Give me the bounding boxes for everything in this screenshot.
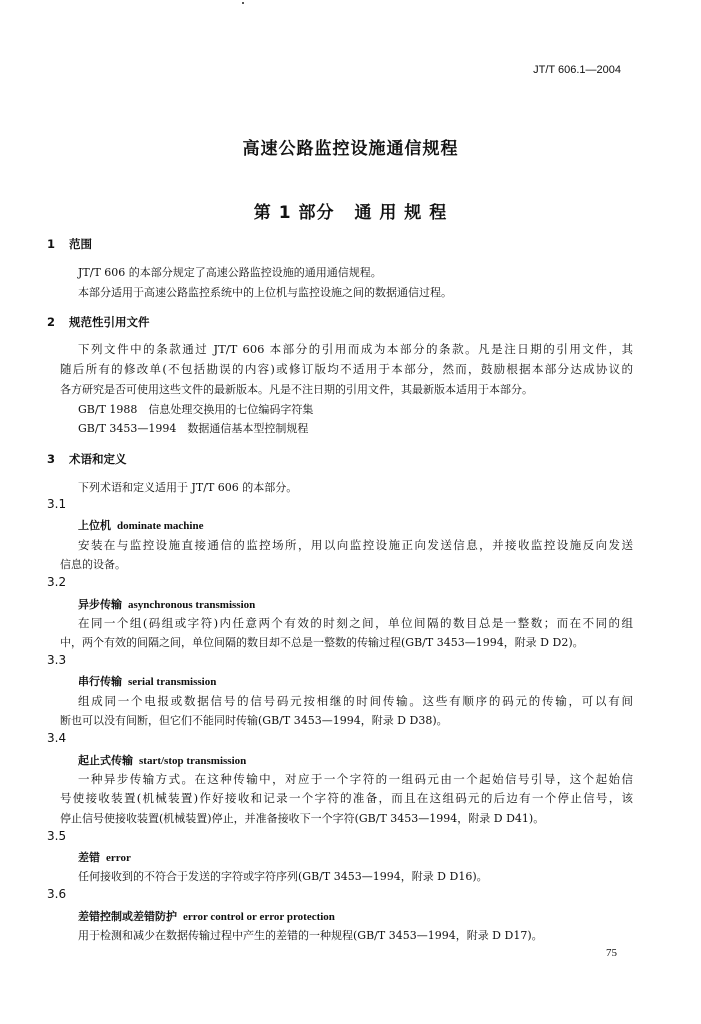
- term-en: dominate machine: [117, 520, 204, 532]
- section-number: 2: [47, 315, 56, 329]
- definition-line: 任何接收到的不符合于发送的字符或字符序列(GB/T 3453—1994，附录 D D16)。: [78, 870, 488, 883]
- section-title: 范围: [69, 237, 92, 251]
- clause-number: 3.5: [47, 829, 67, 843]
- scan-speck: [242, 2, 244, 4]
- paragraph: 下列术语和定义适用于 JT/T 606 的本部分。: [78, 481, 298, 494]
- section-heading-3: [47, 451, 127, 467]
- term-cn: 起止式传输: [78, 754, 133, 767]
- term-heading: [78, 673, 216, 689]
- page-number: 75: [606, 947, 617, 959]
- term-heading: [78, 849, 131, 865]
- definition-line: 断也可以没有间断，但它们不能同时传输(GB/T 3453—1994，附录 D D38)。: [60, 714, 448, 727]
- term-heading: [78, 752, 246, 768]
- section-number: 3: [47, 452, 56, 466]
- term-cn: 差错: [78, 851, 100, 864]
- paragraph-line: 下列文件中的条款通过 JT/T 606 本部分的引用而成为本部分的条款。凡是注日期的引用文件，其: [78, 342, 633, 356]
- term-en: serial transmission: [128, 676, 217, 688]
- definition-line: 中，两个有效的间隔之间，单位间隔的数目却不总是一整数的传输过程(GB/T 3453—1994，附录 D D2)。: [60, 636, 584, 649]
- definition-line: 信息的设备。: [60, 558, 126, 571]
- document-title: 高速公路监控设施通信规程: [242, 139, 459, 159]
- term-heading: [78, 596, 255, 612]
- definition-line: 安装在与监控设施直接通信的监控场所，用以向监控设施正向发送信息，并接收监控设施反向发送: [78, 538, 633, 552]
- part-name: 通 用 规 程: [354, 203, 448, 223]
- part-label: 第 1 部分: [253, 203, 335, 223]
- term-en: asynchronous transmission: [128, 599, 256, 611]
- paragraph: JT/T 606 的本部分规定了高速公路监控设施的通用通信规程。: [78, 266, 382, 279]
- term-cn: 异步传输: [78, 598, 122, 611]
- paragraph-line: 随后所有的修改单(不包括勘误的内容)或修订版均不适用于本部分，然而，鼓励根据本部分达成协议的: [60, 362, 633, 376]
- section-number: 1: [47, 237, 56, 251]
- paragraph: 本部分适用于高速公路监控系统中的上位机与监控设施之间的数据通信过程。: [78, 286, 452, 299]
- term-en: error: [106, 852, 131, 864]
- section-title: 术语和定义: [69, 452, 127, 466]
- clause-number: 3.2: [47, 575, 67, 589]
- term-heading: [78, 517, 203, 533]
- definition-line: 用于检测和减少在数据传输过程中产生的差错的一种规程(GB/T 3453—1994，附录 D D17)。: [78, 929, 543, 942]
- definition-line: 在同一个组(码组或字符)内任意两个有效的时刻之间，单位间隔的数目总是一整数；而在不同的组: [78, 616, 633, 630]
- section-heading-1: [47, 236, 92, 252]
- term-en: start/stop transmission: [139, 755, 247, 767]
- definition-line: 一种异步传输方式。在这种传输中，对应于一个字符的一组码元由一个起始信号引导，这个起始信: [78, 772, 633, 786]
- reference-item: GB/T 3453—1994 数据通信基本型控制规程: [78, 422, 309, 435]
- term-cn: 差错控制或差错防护: [78, 910, 177, 923]
- term-cn: 上位机: [78, 519, 111, 532]
- definition-line: 号使接收装置(机械装置)作好接收和记录一个字符的准备，而且在这组码元的后边有一个停止信号，该: [60, 791, 633, 805]
- clause-number: 3.6: [47, 887, 67, 901]
- paragraph-line: 各方研究是否可使用这些文件的最新版本。凡是不注日期的引用文件，其最新版本适用于本部分。: [60, 383, 533, 396]
- reference-item: GB/T 1988 信息处理交换用的七位编码字符集: [78, 403, 314, 416]
- definition-line: 停止信号使接收装置(机械装置)停止，并准备接收下一个字符(GB/T 3453—1994，附录 D D41)。: [60, 812, 545, 825]
- term-heading: [78, 908, 335, 924]
- term-en: error control or error protection: [183, 911, 335, 923]
- clause-number: 3.4: [47, 731, 67, 745]
- term-cn: 串行传输: [78, 675, 122, 688]
- part-title: [0, 198, 701, 223]
- definition-line: 组成同一个电报或数据信号的信号码元按相继的时间传输。这些有顺序的码元的传输，可以有间: [78, 694, 633, 708]
- section-heading-2: [47, 314, 150, 330]
- document-code: JT/T 606.1—2004: [533, 64, 621, 76]
- clause-number: 3.1: [47, 497, 67, 511]
- clause-number: 3.3: [47, 653, 67, 667]
- section-title: 规范性引用文件: [69, 315, 150, 329]
